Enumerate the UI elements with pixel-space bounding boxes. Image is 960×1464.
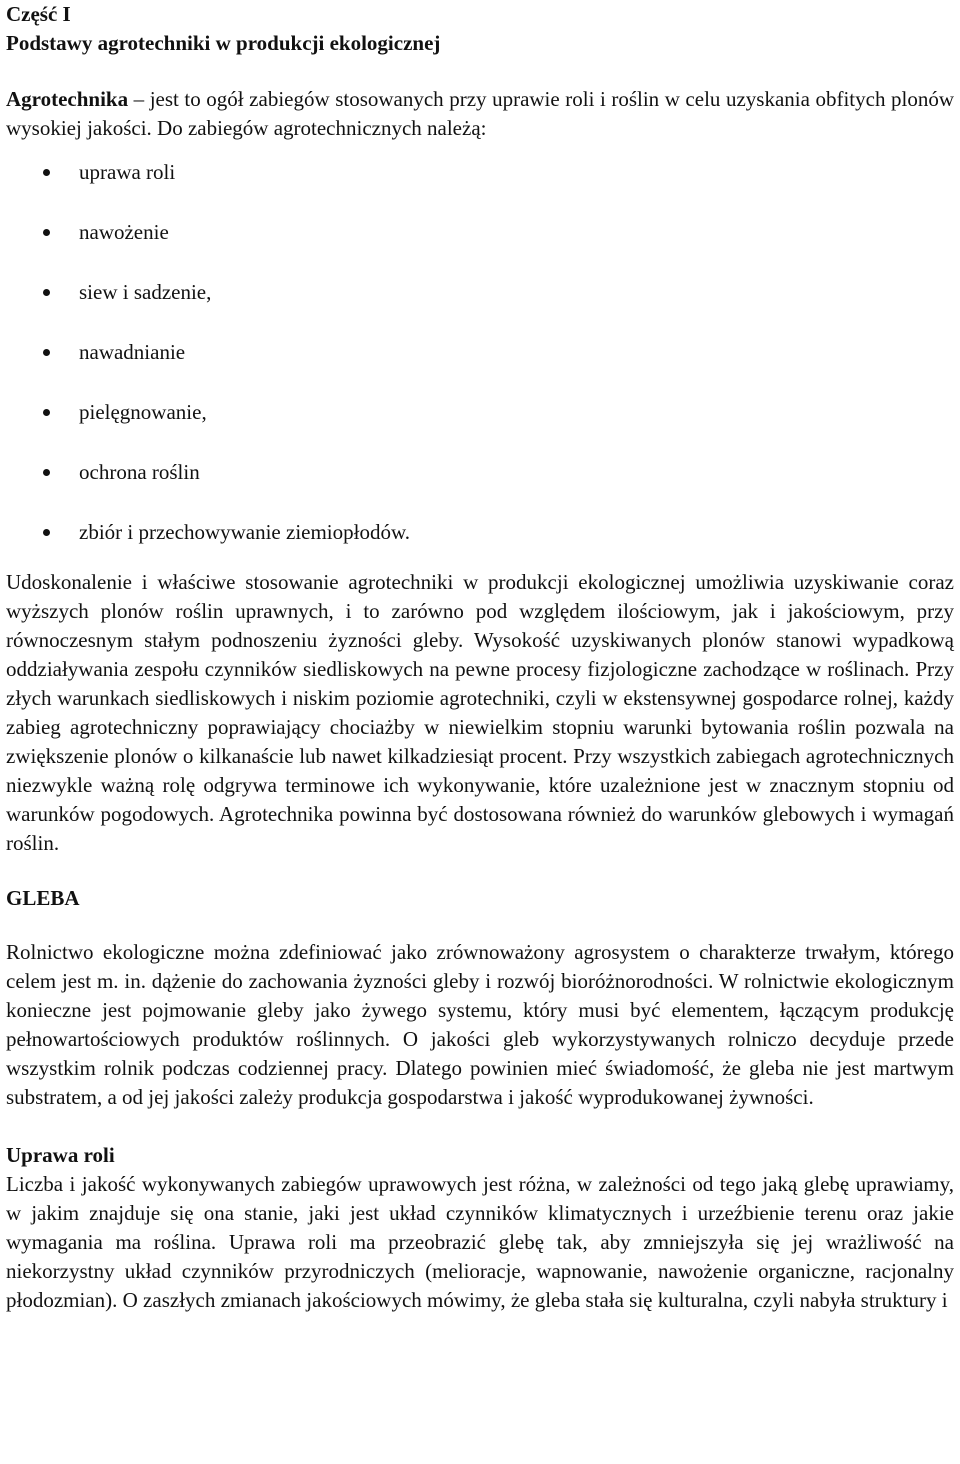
intro-term: Agrotechnika [6,87,129,111]
uprawa-roli-paragraph: Liczba i jakość wykonywanych zabiegów uprawowych jest różna, w zależności od tego jaką glebę uprawiamy, w jakim znajduje się ona stanie, jaki jest układ czynników klimatycznych i urzeźbienie terenu oraz jakie wymagania ma roślina. Uprawa roli ma przeobrazić glebę tak, aby zmniejszyła się jej wrażliwość na niekorzystny układ czynników przyrodniczych (melioracje, wapnowanie, nawożenie organiczne, racjonalny płodozmian). O zaszłych zmianach jakościowych mówimy, że gleba stała się kulturalna, czyli nabyła struktury i [6,1172,954,1312]
list-item: siew i sadzenie, [6,278,954,338]
intro-paragraph [6,85,954,143]
bullet-icon [43,409,50,416]
list-item: ochrona roślin [6,458,954,518]
agrotechnics-paragraph: Udoskonalenie i właściwe stosowanie agrotechniki w produkcji ekologicznej umożliwia uzyskiwanie coraz wyższych plonów roślin uprawnych, i to zarówno pod względem ilościowym, jak i jakościowym, przy równoczesnym stałym podnoszeniu żyzności gleby. Wysokość uzyskiwanych plonów stanowi wypadkową oddziaływania zespołu czynników siedliskowych na pewne procesy fizjologiczne zachodzące w roślinach. Przy złych warunkach siedliskowych i niskim poziomie agrotechniki, czyli w ekstensywnej gospodarce rolnej, każdy zabieg agrotechniczny poprawiający chociażby w niewielkim stopniu warunki bytowania roślin pozwala na zwiększenie plonów o kilkanaście lub nawet kilkadziesiąt procent. Przy wszystkich zabiegach agrotechnicznych niezwykle ważną rolę odgrywa terminowe ich wykonywanie, które uzależnione jest w znacznym stopniu od warunków pogodowych. Agrotechnika powinna być dostosowana również do warunków glebowych i wymagań roślin. [6,570,954,855]
bullet-icon [43,289,50,296]
bullet-icon [43,469,50,476]
list-item: pielęgnowanie, [6,398,954,458]
section-heading-gleba: GLEBA [6,886,80,910]
bullet-icon [43,349,50,356]
bullet-icon [43,229,50,236]
part-label: Część I [6,2,71,26]
section-heading-uprawa-roli: Uprawa roli [6,1143,115,1167]
spacer [6,1112,954,1141]
part-title: Podstawy agrotechniki w produkcji ekologicznej [6,31,441,55]
list-item: uprawa roli [6,158,954,218]
bullet-icon [43,169,50,176]
bullet-icon [43,529,50,536]
agrotechnical-list [6,158,954,547]
gleba-paragraph: Rolnictwo ekologiczne można zdefiniować jako zrównoważony agrosystem o charakterze trwałym, którego celem jest m. in. dążenie do zachowania żyzności gleby i rozwój bioróżnorodności. W rolnictwie ekologicznym konieczne jest pojmowanie gleby jako żywego systemu, który musi być elementem, łączącym produkcję pełnowartościowych produktów roślinnych. O jakości gleb wykorzystywanych rolniczo decyduje przede wszystkim rolnik podczas codziennej pracy. Dlatego powinien mieć świadomość, że gleba nie jest martwym substratem, a od jej jakości zależy produkcja gospodarstwa i jakość wyprodukowanej żywności. [6,940,954,1109]
intro-text: – jest to ogół zabiegów stosowanych przy uprawie roli i roślin w celu uzyskania obfitych plonów wysokiej jakości. Do zabiegów agrotechnicznych należą: [6,87,954,140]
list-item: nawożenie [6,218,954,278]
list-item: nawadnianie [6,338,954,398]
list-item: zbiór i przechowywanie ziemiopłodów. [6,518,954,547]
